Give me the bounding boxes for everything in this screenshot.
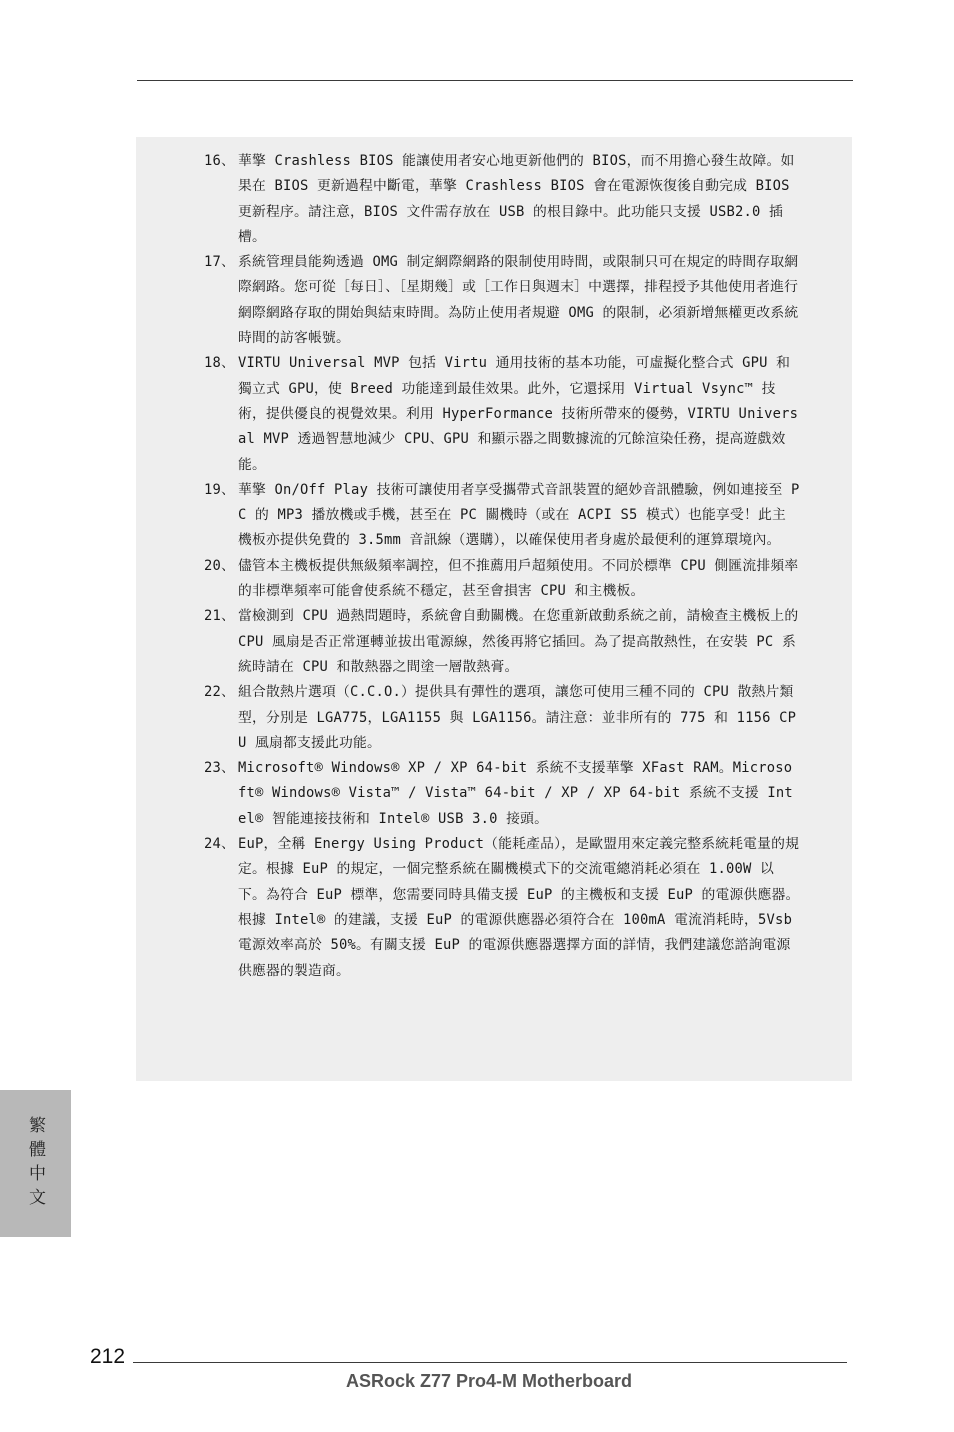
note-number: 17、 bbox=[204, 254, 236, 271]
note-item-21 bbox=[204, 604, 800, 680]
language-side-tab bbox=[0, 1090, 71, 1237]
footer-title: ASRock Z77 Pro4-M Motherboard bbox=[346, 1371, 633, 1391]
note-number: 22、 bbox=[204, 684, 236, 701]
note-item-18 bbox=[204, 351, 800, 477]
top-divider bbox=[137, 80, 853, 81]
note-text: VIRTU Universal MVP 包括 Virtu 通用技術的基本功能，可虛擬化整合式 GPU 和獨立式 GPU，使 Breed 功能達到最佳效果。此外，它還採用 Virtual Vsync™ 技術，提供優良的視覺效果。利用 HyperFormance 技術所帶來的優勢，VIRTU Universal MVP 透過智慧地減少 CPU、GPU 和顯示器之間數據流的冗餘渲染任務，提高遊戲效能。 bbox=[238, 355, 799, 473]
note-item-23 bbox=[204, 756, 800, 832]
note-number: 16、 bbox=[204, 153, 236, 169]
notes-list bbox=[204, 149, 800, 984]
note-number: 23、 bbox=[204, 760, 236, 777]
note-text: 華擎 On/Off Play 技術可讓使用者享受攜帶式音訊裝置的絕妙音訊體驗，例如連接至 PC 的 MP3 播放機或手機，甚至在 PC 關機時（或在 ACPI S5 模式）也能享受！此主機板亦提供免費的 3.5mm 音訊線（選購），以確保使用者身處於最便利的運算環境內。 bbox=[238, 481, 800, 549]
note-item-17 bbox=[204, 250, 800, 351]
note-item-22 bbox=[204, 680, 800, 756]
note-item-20 bbox=[204, 554, 800, 605]
note-number: 24、 bbox=[204, 836, 236, 853]
language-label: 繁體中文 bbox=[25, 1115, 45, 1212]
note-text: 系統管理員能夠透過 OMG 制定網際網路的限制使用時間，或限制只可在規定的時間存取網際網路。您可從［每日］、［星期幾］或［工作日與週末］中選擇，排程授予其他使用者進行網際網路存取的開始與結束時間。為防止使用者規避 OMG 的限制，必須新增無權更改系統時間的訪客帳號。 bbox=[238, 254, 799, 347]
page-number: 212 bbox=[90, 1345, 126, 1368]
note-number: 18、 bbox=[204, 355, 236, 372]
note-number: 21、 bbox=[204, 608, 236, 625]
note-text: 華擎 Crashless BIOS 能讓使用者安心地更新他們的 BIOS，而不用擔心發生故障。如果在 BIOS 更新過程中斷電，華擎 Crashless BIOS 會在電源恢復後自動完成 BIOS 更新程序。請注意，BIOS 文件需存放在 USB 的根目錄中。此功能只支援 USB2.0 插槽。 bbox=[238, 153, 795, 245]
note-text: Microsoft® Windows® XP / XP 64-bit 系統不支援華擎 XFast RAM。Microsoft® Windows® Vista™ / Vista™ 64-bit / XP / XP 64-bit 系統不支援 Intel® 智能連接技術和 Intel® USB 3.0 接頭。 bbox=[238, 760, 793, 827]
note-text: 組合散熱片選項（C.C.O.）提供具有彈性的選項，讓您可使用三種不同的 CPU 散熱片類型，分別是 LGA775，LGA1155 與 LGA1156。請注意：並非所有的 775 和 1156 CPU 風扇都支援此功能。 bbox=[238, 684, 797, 751]
note-text: 當檢測到 CPU 過熱問題時，系統會自動關機。在您重新啟動系統之前，請檢查主機板上的 CPU 風扇是否正常運轉並拔出電源線，然後再將它插回。為了提高散熱性，在安裝 PC 系統時請在 CPU 和散熱器之間塗一層散熱膏。 bbox=[238, 608, 799, 675]
notes-panel bbox=[136, 137, 852, 1081]
note-number: 19、 bbox=[204, 481, 236, 498]
note-text: 儘管本主機板提供無級頻率調控，但不推薦用戶超頻使用。不同於標準 CPU 側匯流排頻率的非標準頻率可能會使系統不穩定，甚至會損害 CPU 和主機板。 bbox=[238, 557, 799, 600]
note-item-24 bbox=[204, 832, 800, 984]
bottom-divider bbox=[133, 1362, 847, 1363]
note-item-19 bbox=[204, 478, 800, 554]
note-number: 20、 bbox=[204, 557, 236, 574]
note-text: EuP，全稱 Energy Using Product（能耗產品），是歐盟用來定義完整系統耗電量的規定。根據 EuP 的規定，一個完整系統在關機模式下的交流電總消耗必須在 1.00W 以下。為符合 EuP 標準，您需要同時具備支援 EuP 的主機板和支援 EuP 的電源供應器。根據 Intel® 的建議，支援 EuP 的電源供應器必須符合在 100mA 電流消耗時，5Vsb 電源效率高於 50%。有關支援 EuP 的電源供應器選擇方面的詳情，我們建議您諮詢電源供應器的製造商。 bbox=[238, 836, 800, 979]
note-item-16 bbox=[204, 149, 800, 250]
